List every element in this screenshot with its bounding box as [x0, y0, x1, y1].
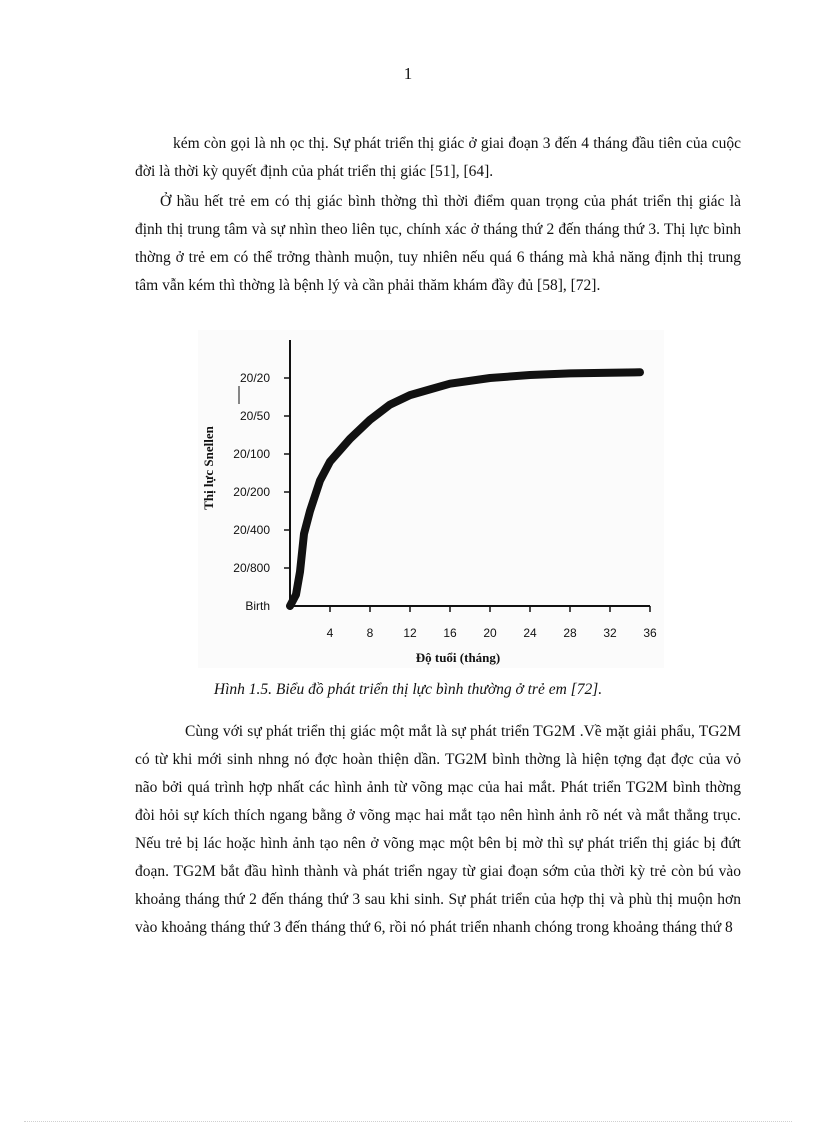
y-tick-label: 20/200 [233, 485, 270, 499]
paragraph-3: Cùng với sự phát triển thị giác một mắt là sự phát triển TG2M .Về mặt giải phẩu, TG2M có từ khi mới sinh nhng nó đợc hoàn thiện dần. TG2M bình thờng là hiện tợng đạt đợc của vỏ não bởi quá trình hợp nhất các hình ảnh từ võng mạc của hai mắt. Phát triển TG2M bình thờng đòi hỏi sự kích thích ngang bằng ở võng mạc hai mắt tạo nên hình ảnh rõ nét và mắt thẳng trục. Nếu trẻ bị lác hoặc hình ảnh tạo nên ở võng mạc một bên bị mờ thì sự phát triển thị giác bị đứt đoạn. TG2M bắt đầu hình thành và phát triển ngay từ giai đoạn sớm của thời kỳ trẻ còn bú vào khoảng tháng thứ 2 đến tháng thứ 3 sau khi sinh. Sự phát triển của hợp thị và phù thị muộn hơn vào khoảng tháng thứ 3 đến tháng thứ 6, rồi nó phát triển nhanh chóng trong khoảng tháng thứ 8 [135, 723, 741, 936]
y-tick-label: 20/100 [233, 447, 270, 461]
paragraph-1: kém còn gọi là nh ọc thị. Sự phát triển thị giác ở giai đoạn 3 đến 4 tháng đầu tiên của cuộc đời là thời kỳ quyết định của phát triển thị giác [51], [64]. [135, 135, 741, 180]
page-bottom-rule [24, 1121, 792, 1122]
x-tick-label: 12 [403, 626, 417, 640]
x-tick-label: 4 [326, 626, 334, 640]
y-tick-label: 20/800 [233, 561, 270, 575]
visual-acuity-chart [198, 330, 664, 668]
x-tick-label: 20 [483, 626, 497, 640]
x-axis-label: Độ tuổi (tháng) [415, 650, 501, 665]
x-tick-label: 24 [523, 626, 537, 640]
y-tick-label: Birth [245, 599, 270, 613]
x-tick-label: 16 [443, 626, 457, 640]
y-axis-label: Thị lực Snellen [201, 426, 216, 510]
x-tick-label: 28 [563, 626, 577, 640]
x-tick-label: 36 [643, 626, 657, 640]
chart-svg [198, 330, 664, 668]
figure-caption: Hình 1.5. Biểu đồ phát triển thị lực bình thường ở trẻ em [72]. [213, 681, 603, 698]
series-line [290, 372, 640, 606]
page-number: 1 [403, 64, 413, 83]
y-tick-label: 20/20 [239, 371, 270, 385]
paragraph-2: Ở hầu hết trẻ em có thị giác bình thờng thì thời điểm quan trọng của phát triển thị giác là định thị trung tâm và sự nhìn theo liên tục, chính xác ở tháng thứ 2 đến tháng thứ 3. Thị lực bình thờng ở trẻ em có thể trởng thành muộn, tuy nhiên nếu quá 6 tháng mà khả năng định thị trung tâm vẫn kém thì thờng là bệnh lý và cần phải thăm khám đầy đủ [58], [72]. [135, 193, 741, 294]
x-tick-label: 8 [366, 626, 374, 640]
y-tick-label: 20/50 [239, 409, 270, 423]
x-tick-label: 32 [603, 626, 617, 640]
y-tick-label: 20/400 [233, 523, 270, 537]
